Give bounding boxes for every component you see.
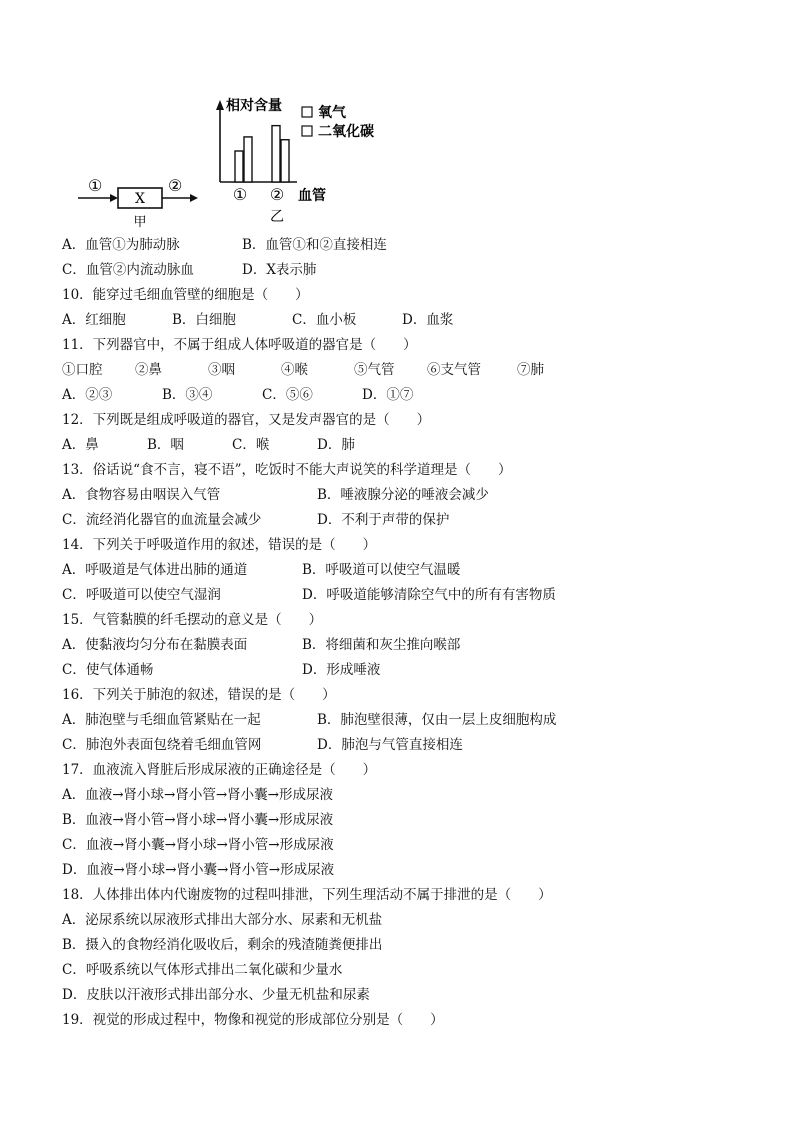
q10-stem: 10．能穿过毛细血管壁的细胞是（ ） (62, 287, 309, 303)
q11-organ-7: ⑦肺 (517, 362, 544, 378)
q11-option-a: A．②③ (62, 387, 113, 403)
q15-options-row-2 (62, 658, 762, 683)
legend-label-co2: 二氧化碳 (318, 124, 374, 140)
jia-in-arrowhead (110, 194, 118, 202)
figure-yi (216, 97, 374, 225)
q18-option-a: A．泌尿系统以尿液形式排出大部分水、尿素和无机盐 (62, 912, 383, 928)
jia-box-label: X (135, 191, 145, 207)
q9-option-a: A．血管①为肺动脉 (62, 237, 180, 253)
legend-swatch-oxygen (302, 107, 312, 117)
figure-svg (62, 90, 424, 230)
q18-option-d: D．皮肤以汗液形式排出部分水、少量无机盐和尿素 (62, 987, 370, 1003)
q14-options-row-2 (62, 583, 762, 608)
q19-stem: 19．视觉的形成过程中，物像和视觉的形成部位分别是（ ） (62, 1012, 444, 1028)
q9-option-c: C．血管②内流动脉血 (62, 262, 194, 278)
q17-option-d: D．血液→肾小球→肾小囊→肾小管→形成尿液 (62, 862, 335, 878)
q10-option-a: A．红细胞 (62, 312, 126, 328)
q13-option-d: D．不利于声带的保护 (317, 512, 450, 528)
q11-stem: 11．下列器官中，不属于组成人体呼吸道的器官是（ ） (62, 337, 417, 353)
q14-option-a: A．呼吸道是气体进出肺的通道 (62, 562, 248, 578)
q16-option-c: C．肺泡外表面包绕着毛细血管网 (62, 737, 262, 753)
q15-option-d: D．形成唾液 (302, 662, 381, 678)
question-list (62, 233, 762, 1033)
q11-organ-4: ④喉 (281, 362, 308, 378)
q16-stem: 16．下列关于肺泡的叙述，错误的是（ ） (62, 687, 336, 703)
q12-option-b: B．咽 (147, 437, 184, 453)
q16-option-d: D．肺泡与气管直接相连 (317, 737, 463, 753)
q17-option-a: A．血液→肾小球→肾小管→肾小囊→形成尿液 (62, 787, 333, 803)
q11-organ-1: ①口腔 (62, 362, 103, 378)
q11-organ-3: ③咽 (208, 362, 235, 378)
q12-stem: 12．下列既是组成呼吸道的器官，又是发声器官的是（ ） (62, 412, 431, 428)
q18-stem: 18．人体排出体内代谢废物的过程叫排泄，下列生理活动不属于排泄的是（ ） (62, 887, 552, 903)
q11-organ-2: ②鼻 (135, 362, 162, 378)
q14-option-d: D．呼吸道能够清除空气中的所有有害物质 (302, 587, 556, 603)
q13-option-c: C．流经消化器官的血流量会减少 (62, 512, 262, 528)
q17-option-b: B．血液→肾小管→肾小球→肾小囊→形成尿液 (62, 812, 334, 828)
q11-options (62, 383, 762, 408)
q16-options-row-1 (62, 708, 762, 733)
q13-option-a: A．食物容易由咽误入气管 (62, 487, 221, 503)
q9-option-b: B．血管①和②直接相连 (242, 237, 387, 253)
yi-y-arrowhead (216, 100, 224, 110)
q17-stem: 17．血液流入肾脏后形成尿液的正确途径是（ ） (62, 762, 377, 778)
q14-option-b: B．呼吸道可以使空气温暖 (302, 562, 461, 578)
q13-stem: 13．俗话说“食不言，寝不语”，吃饭时不能大声说笑的科学道理是（ ） (62, 462, 512, 478)
q16-option-a: A．肺泡壁与毛细血管紧贴在一起 (62, 712, 261, 728)
jia-caption: 甲 (133, 215, 147, 230)
q15-options-row-1 (62, 633, 762, 658)
q12-option-d: D．肺 (317, 437, 355, 453)
bar-oxygen-vessel-1 (235, 151, 243, 182)
q14-option-c: C．呼吸道可以使空气湿润 (62, 587, 221, 603)
q11-option-d: D．①⑦ (362, 387, 414, 403)
q13-option-b: B．唾液腺分泌的唾液会减少 (317, 487, 489, 503)
q11-option-c: C．⑤⑥ (262, 387, 313, 403)
q11-option-b: B．③④ (162, 387, 213, 403)
bar-co2-vessel-2 (281, 140, 289, 182)
q11-organs (62, 358, 762, 383)
q12-option-a: A．鼻 (62, 437, 99, 453)
q18-option-c: C．呼吸系统以气体形式排出二氧化碳和少量水 (62, 962, 343, 978)
q14-options-row-1 (62, 558, 762, 583)
jia-out-arrowhead (190, 194, 198, 202)
q13-options-row-1 (62, 483, 762, 508)
q9-option-d: D．X表示肺 (242, 262, 317, 278)
jia-out-label: ② (168, 176, 183, 195)
q10-option-d: D．血浆 (402, 312, 454, 328)
q10-option-b: B．白细胞 (172, 312, 236, 328)
yi-category-1: ① (232, 185, 248, 204)
q9-options-row-1 (62, 233, 762, 258)
q16-option-b: B．肺泡壁很薄，仅由一层上皮细胞构成 (317, 712, 557, 728)
yi-caption: 乙 (270, 209, 284, 225)
legend-label-oxygen: 氧气 (318, 105, 346, 121)
q13-options-row-2 (62, 508, 762, 533)
jia-in-label: ① (88, 176, 103, 195)
figure-jia (78, 176, 198, 230)
q10-option-c: C．血小板 (292, 312, 357, 328)
q15-option-c: C．使气体通畅 (62, 662, 154, 678)
q17-option-c: C．血液→肾小囊→肾小球→肾小管→形成尿液 (62, 837, 334, 853)
q12-options (62, 433, 762, 458)
question-figure (62, 90, 424, 230)
q11-organ-5: ⑤气管 (354, 362, 395, 378)
q14-stem: 14．下列关于呼吸道作用的叙述，错误的是（ ） (62, 537, 377, 553)
yi-ylabel: 相对含量 (226, 98, 282, 114)
q18-option-b: B．摄入的食物经消化吸收后，剩余的残渣随粪便排出 (62, 937, 383, 953)
q12-option-c: C．喉 (232, 437, 270, 453)
yi-xlabel: 血管 (298, 188, 326, 204)
yi-bars (235, 126, 289, 182)
q15-option-a: A．使黏液均匀分布在黏膜表面 (62, 637, 248, 653)
q10-options (62, 308, 762, 333)
bar-oxygen-vessel-2 (272, 126, 280, 182)
legend-swatch-co2 (302, 126, 312, 136)
q9-options-row-2 (62, 258, 762, 283)
q16-options-row-2 (62, 733, 762, 758)
q15-stem: 15．气管黏膜的纤毛摆动的意义是（ ） (62, 612, 323, 628)
q11-organ-6: ⑥支气管 (427, 362, 481, 378)
q15-option-b: B．将细菌和灰尘推向喉部 (302, 637, 461, 653)
yi-category-2: ② (269, 185, 285, 204)
bar-co2-vessel-1 (244, 137, 252, 182)
